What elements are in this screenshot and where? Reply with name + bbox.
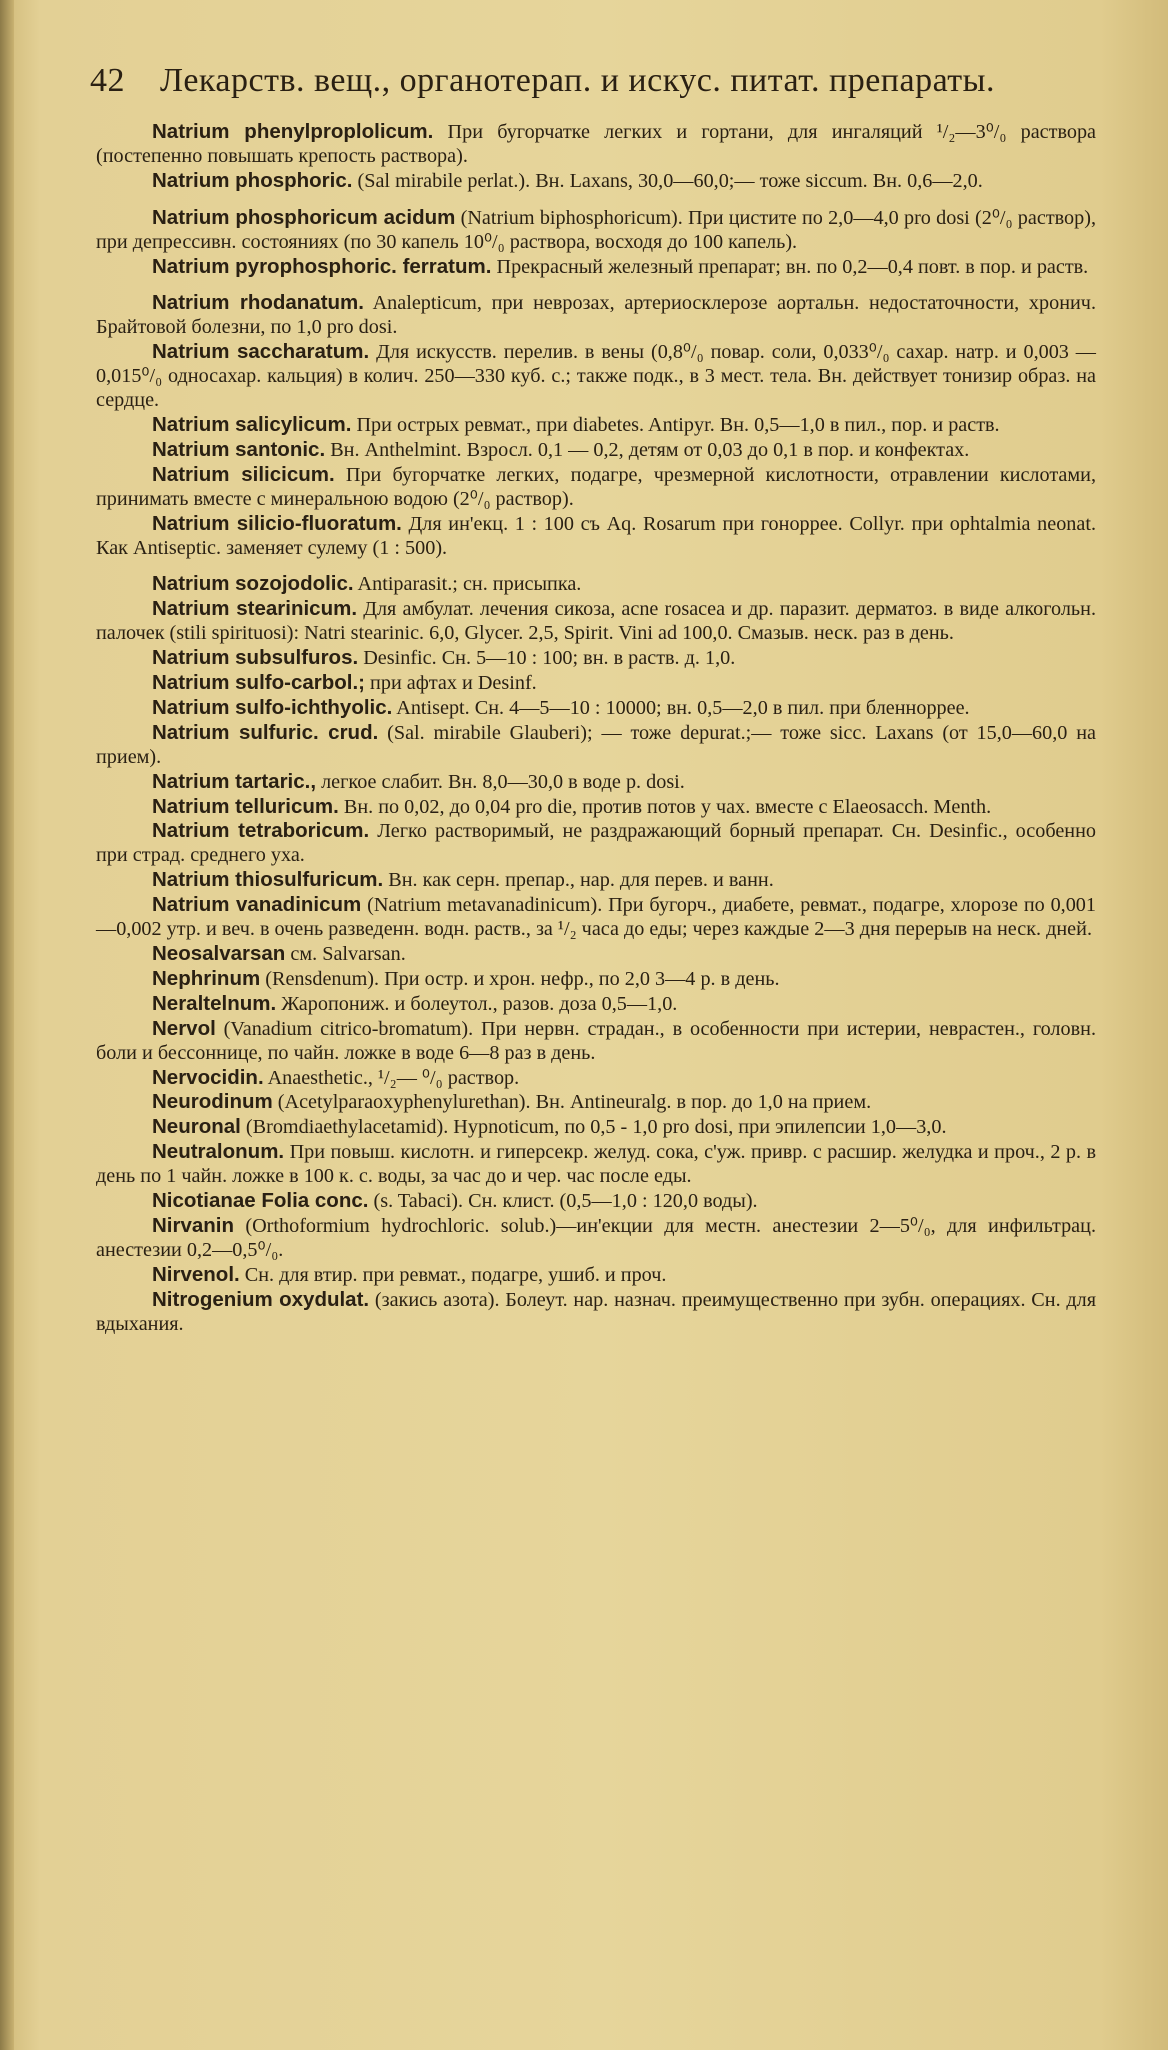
drug-entry [96, 696, 1096, 721]
drug-description: Anaesthetic., ¹/₂— ⁰/₀ раствор. [263, 1066, 520, 1089]
drug-entry [96, 671, 1096, 696]
drug-name: Natrium telluricum. [152, 794, 339, 818]
drug-description: При бугорчатке легких и гортани, для ингаляций ¹/₂—3⁰/₀ раствора (постепенно повышать крепость раствора). [96, 121, 1096, 167]
drug-entry [96, 1263, 1096, 1288]
drug-name: Natrium subsulfuros. [152, 646, 359, 670]
drug-entry [96, 1288, 1096, 1337]
drug-name: Neuronal [152, 1115, 241, 1139]
drug-description: При бугорчатке легких, подагре, чрезмерной кислотности, отравлении кислотами, принимать вместе с минеральною водою (2⁰/₀ раствор). [96, 463, 1096, 510]
drug-entry [96, 413, 1096, 438]
drug-entry [96, 120, 1096, 169]
drug-name: Natrium pyrophosphoric. ferratum. [152, 254, 492, 278]
drug-description: Сн. для втир. при ревмат., подагре, ушиб. и проч. [239, 1263, 667, 1286]
drug-name: Nephrinum [152, 966, 261, 990]
drug-name: Natrium silicio-fluoratum. [152, 511, 402, 535]
drug-description: При повыш. кислотн. и гиперсекр. желуд. сока, с'уж. привр. с расшир. желудка и проч., 2 р. в день по 1 чайн. ложке в 100 к. с. воды, за час до и чер. час после еды. [96, 1141, 1096, 1188]
page-header [90, 62, 1108, 100]
drug-name: Natrium tetraboricum. [152, 819, 370, 843]
drug-entry [96, 1090, 1096, 1115]
drug-entry [96, 206, 1096, 255]
drug-description: см. Salvarsan. [285, 943, 406, 965]
drug-entry [96, 291, 1096, 340]
drug-name: Neraltelnum. [152, 991, 277, 1015]
drug-name: Natrium salicylicum. [152, 412, 352, 436]
drug-description: Для искусств. перелив. в вены (0,8⁰/₀ повар. соли, 0,033⁰/₀ сахар. натр. и 0,003 — 0,015⁰/₀ односахар. кальция) в колич. 250—330 куб. с.; также подк., в 3 мест. тела. Вн. действует тонизир образ. на сердце. [96, 341, 1096, 412]
drug-name: Natrium phenylproplolicum. [152, 120, 434, 143]
drug-name: Natrium santonic. [152, 437, 326, 461]
drug-name: Natrium vanadinicum [152, 893, 362, 917]
drug-description: Вн. Anthelmint. Взросл. 0,1 — 0,2, детям от 0,03 до 0,1 в пор. и конфектах. [325, 438, 970, 461]
dictionary-entries [96, 120, 1096, 1337]
drug-entry [96, 795, 1096, 820]
drug-entry [96, 255, 1096, 280]
drug-description: при афтах и Desinf. [365, 672, 537, 695]
drug-entry [96, 770, 1096, 795]
drug-name: Natrium phosphoricum acidum [152, 205, 456, 229]
drug-name: Nirvanin [152, 1213, 235, 1237]
drug-name: Nirvenol. [152, 1262, 240, 1286]
drug-description: При острых ревмат., при diabetes. Antipyr. Вн. 0,5—1,0 в пил., пор. и раств. [351, 413, 1000, 436]
running-title: Лекарств. вещ., органотерап. и искус. питат. препараты. [160, 62, 995, 99]
drug-name: Nervol [152, 1016, 216, 1040]
drug-name: Natrium sulfuric. crud. [152, 720, 379, 744]
drug-entry [96, 819, 1096, 868]
drug-description: (Orthoformium hydrochloric. solub.)—ин'екции для местн. анестезии 2—5⁰/₀, для инфильтрац. анестезии 0,2—0,5⁰/₀. [96, 1214, 1096, 1261]
drug-entry [96, 597, 1096, 646]
drug-description: Жаропониж. и болеутол., разов. доза 0,5—1,0. [276, 992, 678, 1015]
drug-entry [96, 992, 1096, 1017]
drug-description: (Sal mirabile perlat.). Вн. Laxans, 30,0—60,0;— тоже siccum. Вн. 0,6—2,0. [352, 169, 983, 192]
drug-entry [96, 169, 1096, 194]
drug-name: Natrium rhodanatum. [152, 291, 364, 315]
drug-entry [96, 1214, 1096, 1263]
drug-description: Вн. как серн. препар., нар. для перев. и ванн. [383, 869, 774, 892]
drug-name: Natrium thiosulfuricum. [152, 868, 384, 892]
drug-entry [96, 438, 1096, 463]
drug-description: (Vanadium citrico-bromatum). При нервн. страдан., в особенности при истерии, неврастен., головн. боли и бессоннице, по чайн. ложке в воде 6—8 раз в день. [96, 1017, 1096, 1064]
drug-description: Antisept. Сн. 4—5—10 : 10000; вн. 0,5—2,0 в пил. при бленноррее. [392, 696, 970, 719]
drug-description: Для ин'екц. 1 : 100 съ Aq. Rosarum при гоноррее. Collyr. при ophtalmia neonat. Как Antiseptic. заменяет сулему (1 : 500). [96, 512, 1096, 559]
drug-entry [96, 1115, 1096, 1140]
drug-description: Desinfic. Сн. 5—10 : 100; вн. в раств. д. 1,0. [358, 647, 736, 670]
drug-description: (s. Tabaci). Сн. клист. (0,5—1,0 : 120,0 воды). [368, 1190, 758, 1213]
drug-name: Natrium sulfo-ichthyolic. [152, 695, 393, 719]
drug-entry [96, 721, 1096, 770]
drug-description: легкое слабит. Вн. 8,0—30,0 в воде р. dosi. [316, 770, 685, 793]
drug-name: Natrium stearinicum. [152, 597, 358, 621]
drug-description: (Natrium metavanadinicum). При бугорч., диабете, ревмат., подагре, хлорозе по 0,001—0,002 утр. и веч. в очень разведенн. водн. раств., за ¹/₂ часа до еды; через каждые 2—3 дня перерыв на неск. дней. [96, 894, 1096, 941]
drug-entry [96, 646, 1096, 671]
drug-name: Natrium sulfo-carbol.; [152, 671, 365, 695]
drug-entry [96, 942, 1096, 967]
drug-name: Neosalvarsan [152, 942, 286, 965]
drug-entry [96, 512, 1096, 561]
drug-description: Antiparasit.; сн. присыпка. [353, 573, 582, 596]
drug-description: Легко растворимый, не раздражающий борный препарат. Сн. Desinfic., особенно при страд. среднего уха. [96, 820, 1096, 867]
drug-entry [96, 1189, 1096, 1214]
drug-description: (Sal. mirabile Glauberi); — тоже depurat.;— тоже sicc. Laxans (от 15,0—60,0 на прием). [96, 721, 1096, 768]
drug-entry [96, 868, 1096, 893]
drug-name: Natrium saccharatum. [152, 340, 370, 364]
drug-description: Analepticum, при неврозах, артериосклерозе аортальн. недостаточности, хронич. Брайтовой болезни, по 1,0 pro dosi. [96, 292, 1096, 339]
drug-entry [96, 463, 1096, 512]
drug-name: Natrium phosphoric. [152, 168, 353, 192]
drug-entry [96, 1066, 1096, 1091]
drug-name: Natrium silicicum. [152, 462, 335, 486]
drug-name: Neurodinum [152, 1090, 273, 1114]
drug-description: (Bromdiaethylacetamid). Hypnoticum, по 0,5 - 1,0 pro dosi, при эпилепсии 1,0—3,0. [240, 1116, 947, 1139]
drug-description: Вн. по 0,02, до 0,04 pro die, против потов у чах. вместе с Elaeosacch. Menth. [338, 795, 992, 818]
page-number: 42 [90, 62, 125, 99]
drug-entry [96, 340, 1096, 413]
drug-entry [96, 572, 1096, 597]
drug-name: Nicotianae Folia conc. [152, 1189, 369, 1213]
drug-entry [96, 1017, 1096, 1066]
drug-description: (Natrium biphosphoricum). При цистите по 2,0—4,0 pro dosi (2⁰/₀ раствор), при депрессивн. состояниях (по 30 капель 10⁰/₀ раствора, восходя до 100 капель). [96, 206, 1096, 253]
drug-name: Natrium sozojodolic. [152, 572, 354, 596]
drug-description: (закись азота). Болеут. нар. назнач. преимущественно при зубн. операциях. Сн. для вдыхания. [96, 1288, 1097, 1335]
book-spine-edge [0, 0, 14, 2050]
drug-name: Nervocidin. [152, 1065, 264, 1089]
drug-name: Nitrogenium oxydulat. [152, 1287, 370, 1311]
drug-entry [96, 967, 1096, 992]
drug-entry [96, 1140, 1096, 1189]
drug-name: Neutralonum. [152, 1140, 285, 1164]
drug-description: Прекрасный железный препарат; вн. по 0,2—0,4 повт. в пор. и раств. [491, 255, 1089, 278]
drug-description: Для амбулат. лечения сикоза, acne rosacea и др. паразит. дерматоз. в виде алкогольн. палочек (stili spirituosi): Natri stearinic. 6,0, Glycer. 2,5, Spirit. Vini ad 100,0. Смазыв. неск. раз в день. [96, 598, 1096, 645]
drug-entry [96, 893, 1096, 942]
drug-name: Natrium tartaric., [152, 769, 317, 793]
drug-description: (Acetylparaoxyphenylurethan). Вн. Antineuralg. в пор. до 1,0 на прием. [272, 1091, 872, 1114]
drug-description: (Rensdenum). При остр. и хрон. нефр., по 2,0 3—4 р. в день. [260, 967, 780, 990]
